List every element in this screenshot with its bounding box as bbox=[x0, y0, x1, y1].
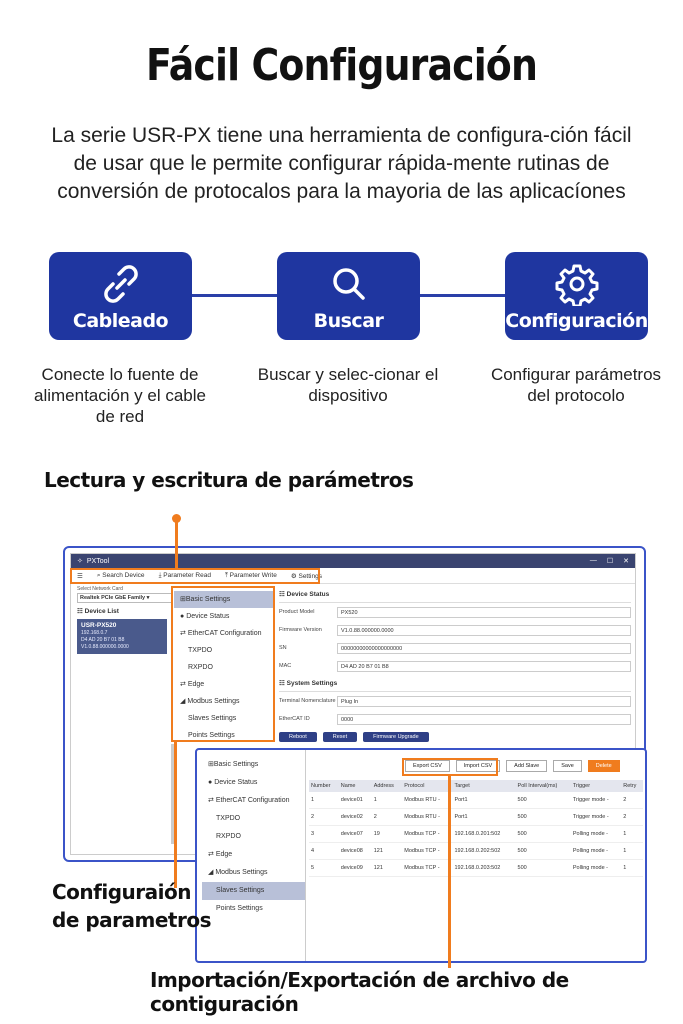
menu-ethercat-configuration[interactable]: ⇄ EtherCAT Configuration bbox=[208, 797, 290, 804]
step-label: Configuración bbox=[505, 310, 648, 332]
menu-slaves-settings[interactable]: Slaves Settings bbox=[202, 882, 305, 900]
step-configuracion bbox=[505, 252, 648, 340]
menu-label: Device Status bbox=[214, 779, 258, 786]
table-cell: 2 bbox=[621, 809, 643, 826]
menu-basic-settings[interactable]: ⊞Basic Settings bbox=[174, 591, 275, 608]
step-desc: Configurar parámetros del protocolo bbox=[490, 365, 662, 405]
table-cell: device08 bbox=[339, 843, 372, 860]
settings-label: Settings bbox=[298, 572, 322, 580]
field-row bbox=[279, 692, 631, 710]
menu-edge[interactable]: ⇄ Edge bbox=[180, 681, 205, 688]
field-row bbox=[279, 639, 631, 657]
device-ip: 192.168.0.7 bbox=[81, 630, 108, 636]
menu-highlight bbox=[171, 586, 275, 742]
menu-basic-settings[interactable]: ⊞Basic Settings bbox=[208, 761, 259, 768]
field-label: Terminal Nomenclature bbox=[279, 698, 336, 704]
menu-label: Edge bbox=[215, 851, 233, 858]
menu-modbus-settings[interactable]: ◢ Modbus Settings bbox=[180, 698, 240, 705]
toolbar-highlight bbox=[70, 568, 320, 584]
callout-read-write: Lectura y escritura de parámetros bbox=[44, 468, 414, 492]
table-cell: device09 bbox=[339, 860, 372, 877]
product-model-field[interactable]: PX520 bbox=[337, 607, 631, 618]
gear-icon bbox=[555, 262, 599, 306]
menu-label: Edge bbox=[187, 681, 205, 688]
table-cell[interactable]: Modbus RTU - bbox=[402, 792, 452, 809]
maximize-button[interactable]: ☐ bbox=[606, 558, 614, 565]
step-label: Cableado bbox=[72, 310, 169, 332]
column-header[interactable]: Trigger bbox=[571, 780, 621, 792]
table-cell[interactable]: Polling mode - bbox=[571, 826, 621, 843]
slaves-table bbox=[309, 780, 643, 877]
table-cell: device01 bbox=[339, 792, 372, 809]
slaves-menu bbox=[202, 756, 305, 918]
menu-label: Basic Settings bbox=[185, 596, 231, 603]
step-buscar bbox=[277, 252, 420, 340]
table-cell: 500 bbox=[516, 860, 571, 877]
menu-toggle-icon[interactable]: ☰ bbox=[77, 572, 83, 580]
table-cell: 1 bbox=[621, 826, 643, 843]
nic-label: Select Network Card bbox=[77, 586, 123, 592]
table-cell: 1 bbox=[621, 860, 643, 877]
field-label: MAC bbox=[279, 663, 292, 669]
menu-label: Basic Settings bbox=[213, 761, 259, 768]
menu-rxpdo[interactable]: RXPDO bbox=[188, 664, 213, 671]
section-label: Device Status bbox=[286, 591, 330, 598]
step-label: Buscar bbox=[313, 310, 384, 332]
device-card[interactable] bbox=[77, 619, 167, 654]
section-label: System Settings bbox=[286, 680, 338, 687]
left-pane bbox=[77, 586, 172, 846]
system-settings-heading: ☷ System Settings bbox=[279, 675, 631, 692]
table-cell[interactable]: Modbus TCP - bbox=[402, 860, 452, 877]
menu-modbus-settings[interactable]: ◢ Modbus Settings bbox=[208, 869, 268, 876]
menu-label: EtherCAT Configuration bbox=[215, 797, 290, 804]
parameter-write-label: Parameter Write bbox=[229, 571, 277, 579]
table-cell: 4 bbox=[309, 843, 339, 860]
table-row[interactable] bbox=[309, 826, 643, 843]
column-header[interactable]: Retry bbox=[621, 780, 643, 792]
step-desc: Buscar y selec-cionar el dispositivo bbox=[257, 365, 439, 405]
app-title: PXTool bbox=[86, 557, 110, 565]
table-cell: Port1 bbox=[452, 809, 515, 826]
terminal-nomenclature-select[interactable]: Plug In bbox=[337, 696, 631, 707]
firmware-upgrade-button[interactable]: Firmware Upgrade bbox=[363, 732, 429, 742]
csv-highlight bbox=[402, 758, 498, 776]
chain-link-icon bbox=[99, 262, 143, 306]
sn-field[interactable]: 00000000000000000000 bbox=[337, 643, 631, 654]
app-logo-icon: ✧ bbox=[77, 558, 83, 565]
table-cell[interactable]: Trigger mode - bbox=[571, 809, 621, 826]
intro-text: La serie USR-PX tiene una herramienta de configura-ción fácil de usar que le permite configurar rápida-mente rutinas de conversión de protocalos para la mayoria de las aplicacíones bbox=[51, 124, 632, 203]
device-list-label: Device List bbox=[84, 608, 119, 615]
table-header-row bbox=[309, 780, 643, 792]
callout-line bbox=[175, 518, 178, 570]
table-cell[interactable]: Modbus TCP - bbox=[402, 826, 452, 843]
device-name: USR-PX520 bbox=[81, 622, 117, 629]
ethercat-id-field[interactable]: 0000 bbox=[337, 714, 631, 725]
table-cell: 2 bbox=[309, 809, 339, 826]
field-label: SN bbox=[279, 645, 287, 651]
menu-label: Modbus Settings bbox=[215, 869, 268, 876]
firmware-version-field[interactable]: V1.0.88.000000.0000 bbox=[337, 625, 631, 636]
table-cell: 500 bbox=[516, 826, 571, 843]
field-row bbox=[279, 657, 631, 675]
table-cell: device07 bbox=[339, 826, 372, 843]
device-status-heading: ☷ Device Status bbox=[279, 586, 631, 603]
menu-label: Modbus Settings bbox=[187, 698, 240, 705]
field-row bbox=[279, 621, 631, 639]
search-device-button[interactable]: ⌕ Search Device bbox=[96, 571, 145, 579]
callout-import-export: Importación/Exportación de archivo de contiguración bbox=[150, 968, 569, 1016]
menu-slaves-settings[interactable]: Slaves Settings bbox=[188, 715, 237, 722]
close-button[interactable]: ✕ bbox=[623, 558, 629, 565]
search-icon bbox=[327, 262, 371, 306]
table-cell: 500 bbox=[516, 792, 571, 809]
field-label: EtherCAT ID bbox=[279, 716, 310, 722]
right-pane bbox=[279, 586, 631, 742]
callout-line bbox=[174, 742, 177, 888]
table-cell[interactable]: Modbus TCP - bbox=[402, 843, 452, 860]
menu-edge[interactable]: ⇄ Edge bbox=[208, 851, 233, 858]
table-row[interactable] bbox=[309, 792, 643, 809]
column-header[interactable]: Number bbox=[309, 780, 339, 792]
table-cell: device02 bbox=[339, 809, 372, 826]
menu-ethercat-configuration[interactable]: ⇄ EtherCAT Configuration bbox=[180, 630, 262, 637]
export-csv-button[interactable]: Export CSV bbox=[405, 760, 450, 772]
table-row[interactable] bbox=[309, 843, 643, 860]
table-cell[interactable]: Polling mode - bbox=[571, 860, 621, 877]
menu-rxpdo[interactable]: RXPDO bbox=[216, 833, 241, 840]
device-version: V1.0.88.000000.0000 bbox=[81, 644, 129, 650]
table-cell: Port1 bbox=[452, 792, 515, 809]
column-header[interactable]: Target bbox=[452, 780, 515, 792]
callout-line-2: de parametros bbox=[52, 908, 211, 932]
table-cell: 5 bbox=[309, 860, 339, 877]
menu-label: EtherCAT Configuration bbox=[187, 630, 262, 637]
field-label: Firmware Version bbox=[279, 627, 322, 633]
nic-value: Realtek PCIe GbE Family bbox=[80, 595, 146, 601]
save-button[interactable]: Save bbox=[553, 760, 582, 772]
table-cell: 1 bbox=[621, 843, 643, 860]
parameter-write-button[interactable]: ⤒ Parameter Write bbox=[224, 571, 277, 579]
table-cell[interactable]: Trigger mode - bbox=[571, 792, 621, 809]
table-cell: 1 bbox=[372, 792, 403, 809]
table-cell: 3 bbox=[309, 826, 339, 843]
table-cell: 500 bbox=[516, 843, 571, 860]
table-row[interactable] bbox=[309, 860, 643, 877]
mac-field[interactable]: D4 AD 20 B7 01 B8 bbox=[337, 661, 631, 672]
settings-button[interactable]: ⚙ Settings bbox=[290, 572, 322, 580]
menu-points-settings[interactable]: Points Settings bbox=[216, 905, 263, 912]
table-cell[interactable]: Polling mode - bbox=[571, 843, 621, 860]
page-title: Fácil Configuración bbox=[145, 40, 538, 91]
divider bbox=[305, 750, 306, 961]
menu-txpdo[interactable]: TXPDO bbox=[216, 815, 241, 822]
field-label: Product Model bbox=[279, 609, 315, 615]
field-row bbox=[279, 603, 631, 621]
menu-device-status[interactable]: ● Device Status bbox=[208, 779, 258, 786]
table-cell: 500 bbox=[516, 809, 571, 826]
table-cell: 2 bbox=[372, 809, 403, 826]
table-cell: 1 bbox=[309, 792, 339, 809]
step-cableado bbox=[49, 252, 192, 340]
parameter-read-button[interactable]: ⤓ Parameter Read bbox=[158, 571, 211, 579]
table-cell: 192.168.0.201:502 bbox=[452, 826, 515, 843]
device-list-title: ☷ Device List bbox=[77, 608, 119, 615]
callout-line-1: Configuraión bbox=[52, 880, 191, 904]
step-desc: Conecte lo fuente de alimentación y el cable de red bbox=[34, 365, 206, 426]
table-cell: 192.168.0.203:502 bbox=[452, 860, 515, 877]
column-header[interactable]: Poll Interval(ms) bbox=[516, 780, 571, 792]
action-buttons bbox=[279, 732, 631, 742]
table-cell: 121 bbox=[372, 843, 403, 860]
menu-device-status[interactable]: ● Device Status bbox=[180, 613, 230, 620]
menu-txpdo[interactable]: TXPDO bbox=[188, 647, 213, 654]
device-mac: D4 AD 20 B7 01 B8 bbox=[81, 637, 125, 643]
menu-points-settings[interactable]: Points Settings bbox=[188, 732, 235, 739]
table-cell: 121 bbox=[372, 860, 403, 877]
reboot-button[interactable]: Reboot bbox=[279, 732, 317, 742]
column-header[interactable]: Address bbox=[372, 780, 403, 792]
slaves-settings-window bbox=[195, 748, 647, 963]
search-device-label: Search Device bbox=[102, 571, 145, 579]
table-cell: 2 bbox=[621, 792, 643, 809]
add-slave-button[interactable]: Add Slave bbox=[506, 760, 547, 772]
nic-select[interactable]: Realtek PCIe GbE Family ▾ bbox=[77, 593, 172, 603]
title-bar bbox=[71, 554, 635, 568]
menu-label: Device Status bbox=[186, 613, 230, 620]
reset-button[interactable]: Reset bbox=[323, 732, 357, 742]
field-row bbox=[279, 710, 631, 728]
delete-button[interactable]: Delete bbox=[588, 760, 620, 772]
column-header[interactable]: Protocol bbox=[402, 780, 452, 792]
table-cell[interactable]: Modbus RTU - bbox=[402, 809, 452, 826]
table-row[interactable] bbox=[309, 809, 643, 826]
table-cell: 192.168.0.202:502 bbox=[452, 843, 515, 860]
column-header[interactable]: Name bbox=[339, 780, 372, 792]
parameter-read-label: Parameter Read bbox=[163, 571, 211, 579]
callout-line bbox=[448, 776, 451, 968]
callout-config-params bbox=[52, 878, 211, 934]
table-cell: 19 bbox=[372, 826, 403, 843]
minimize-button[interactable]: — bbox=[589, 557, 597, 564]
import-csv-button[interactable]: Import CSV bbox=[456, 760, 500, 772]
